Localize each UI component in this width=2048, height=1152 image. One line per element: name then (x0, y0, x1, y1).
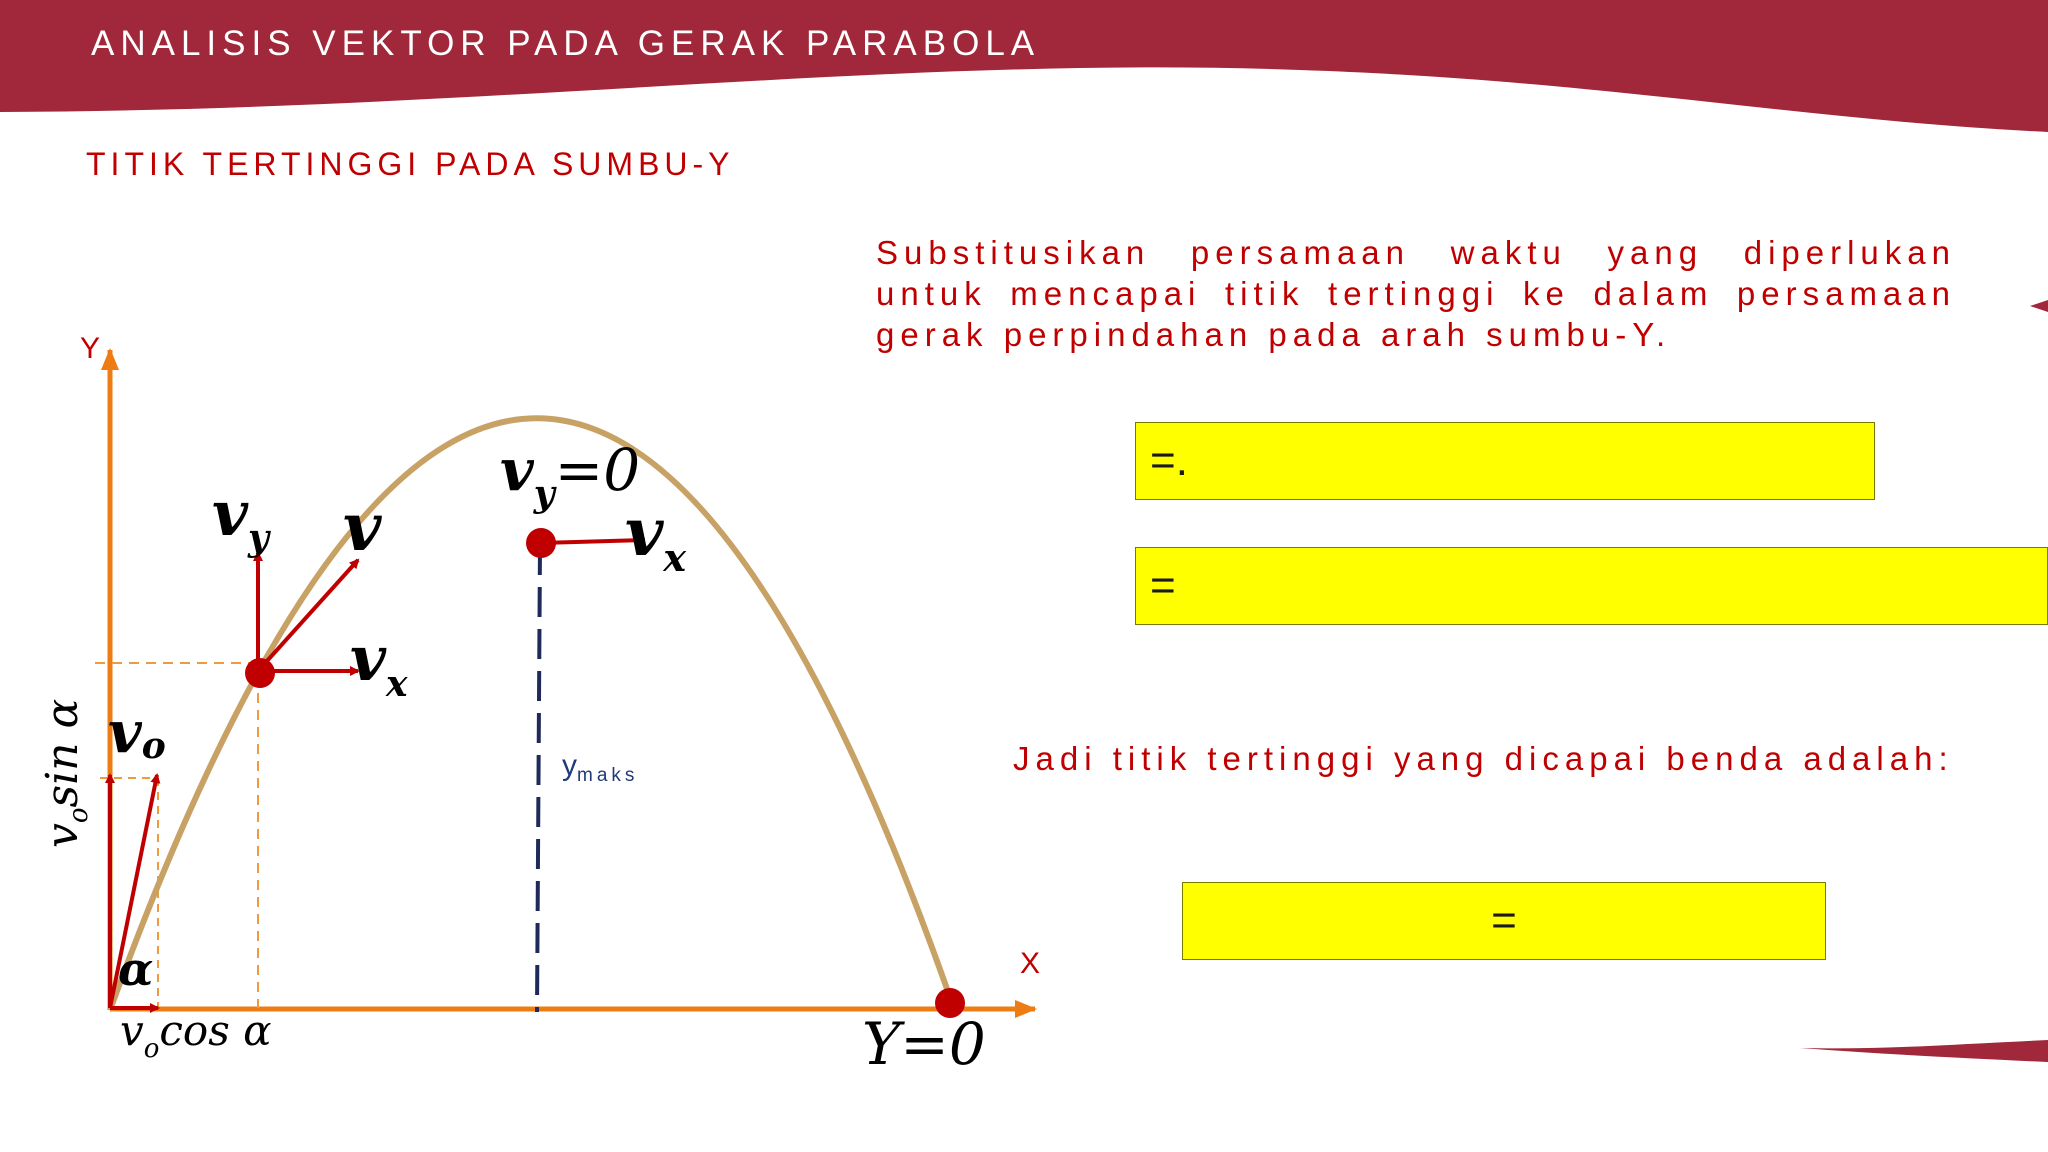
equation-1: =. (1150, 436, 1188, 485)
y-axis-label: Y (80, 332, 101, 365)
section-subtitle: TITIK TERTINGGI PADA SUMBU-Y (86, 146, 735, 182)
header-banner (0, 0, 2048, 150)
decorative-accent-bottom (1800, 1040, 2048, 1066)
equation-3: = (1491, 896, 1517, 945)
vy-label: $v_y$ (212, 477, 269, 559)
equation-box-2 (1135, 547, 2048, 625)
vx-peak-label: $v_x$ (625, 493, 687, 580)
vo-cos-label: $v_o\cos$ α (120, 1006, 272, 1064)
projectile-diagram (0, 300, 1100, 1100)
vx-label: $v_x$ (350, 622, 408, 705)
vy-zero-label: $v_y=0$ (500, 436, 641, 515)
page-title: ANALISIS VEKTOR PADA GERAK PARABOLA (91, 24, 1041, 63)
equation-2: = (1150, 561, 1176, 610)
vo-label: vo (108, 698, 166, 767)
substitution-text: Substitusikan persamaan waktu yang diperlukan untuk mencapai titik tertinggi ke dalam persamaan gerak perpindahan pada arah sumbu-Y. (876, 234, 1956, 353)
landing-y-zero-label: Y=0 (862, 1010, 986, 1078)
v-label: v (343, 488, 382, 566)
equation-box-1 (1135, 422, 1875, 500)
intermediate-point (245, 658, 275, 688)
v-vector (258, 560, 358, 671)
peak-point (526, 528, 556, 558)
conclusion-text: Jadi titik tertinggi yang dicapai benda adalah: (1013, 740, 1954, 777)
max-height-line (537, 545, 540, 1012)
vo-sin-label: $v_o\sin$ α (37, 698, 94, 848)
ymaks-label: $y_{maks}$ (562, 749, 639, 786)
decorative-accent-top (2030, 300, 2048, 314)
alpha-label: α (118, 942, 154, 996)
x-axis-label: X (1020, 947, 1041, 980)
equation-box-3 (1182, 882, 1826, 960)
